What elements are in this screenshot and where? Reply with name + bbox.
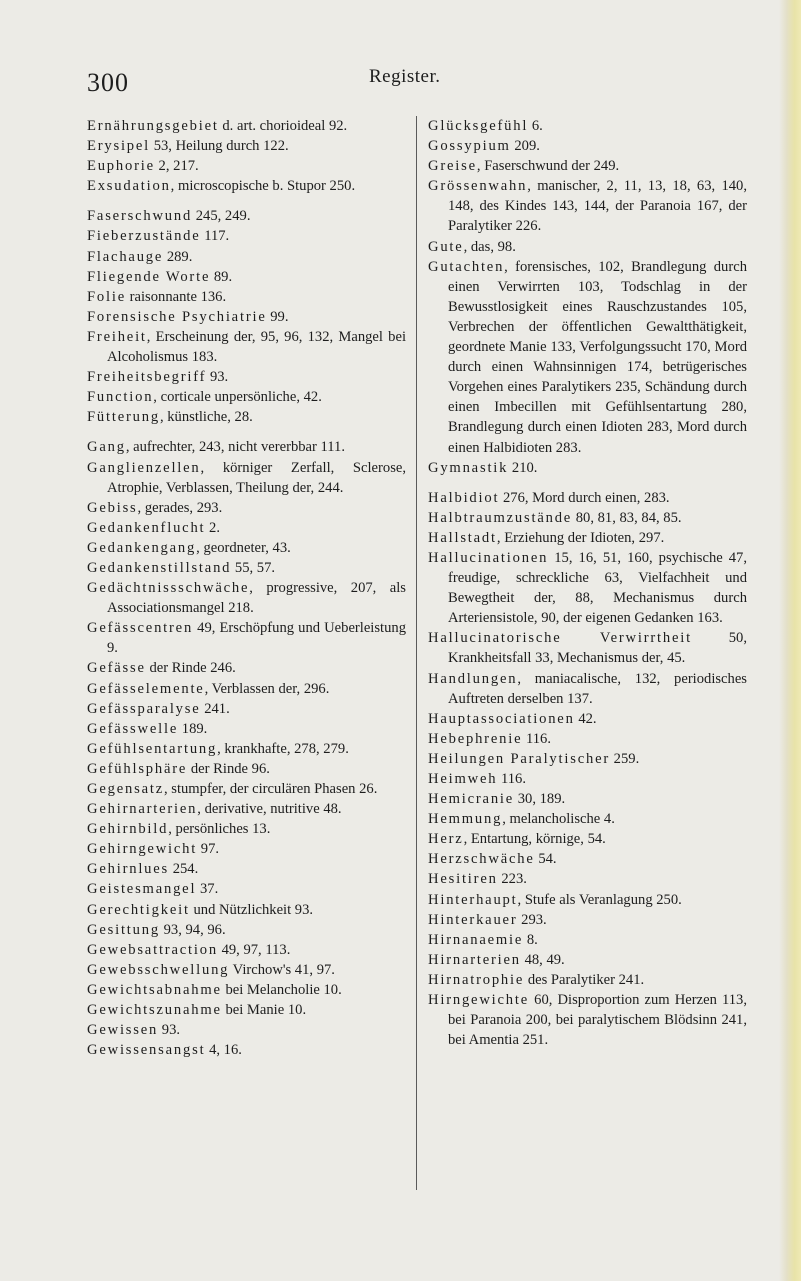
index-references: , Erziehung der Idioten, 297.: [496, 529, 665, 546]
index-term: Gedankengang: [87, 539, 197, 556]
index-references: , microscopische b. Stupor 250.: [170, 178, 356, 195]
index-term: Gesittung: [87, 921, 160, 938]
index-term: Gewebsattraction: [87, 941, 218, 958]
index-entry: [87, 960, 406, 980]
index-term: Gerechtigkeit: [87, 901, 190, 918]
index-references: , Stufe als Veranlagung 250.: [517, 891, 682, 908]
index-entry: [87, 900, 406, 920]
index-references: 54.: [534, 851, 557, 868]
index-term: Gute: [428, 238, 464, 255]
index-entry: [87, 578, 406, 618]
index-entry: [87, 226, 406, 246]
index-entry: [87, 819, 406, 839]
index-entry: [87, 799, 406, 819]
index-references: Virchow's 41, 97.: [229, 961, 335, 978]
index-references: 53, Heilung durch 122.: [150, 138, 289, 155]
index-entry: [87, 679, 406, 699]
index-entry: [87, 267, 406, 287]
index-term: Ernährungsgebiet: [87, 118, 219, 134]
index-entry: [428, 709, 747, 729]
index-entry: [87, 920, 406, 940]
index-references: bei Manie 10.: [221, 1002, 307, 1019]
index-references: 259.: [610, 750, 640, 767]
index-entry: [428, 789, 747, 809]
index-term: Gang: [87, 439, 126, 456]
index-references: , geordneter, 43.: [196, 539, 291, 556]
index-term: Gehirngewicht: [87, 841, 198, 858]
index-references: d. art. chorioideal 92.: [218, 118, 348, 134]
index-entry: [87, 458, 406, 498]
index-term: Gutachten: [428, 258, 505, 275]
index-entry: [428, 749, 747, 769]
index-references: , das, 98.: [463, 238, 516, 255]
index-references: 245, 249.: [192, 208, 251, 225]
index-references: , künstliche, 28.: [159, 409, 253, 426]
index-references: 49, Erschöpfung und Ueberleistung 9.: [107, 620, 406, 657]
index-entry: [428, 950, 747, 970]
index-entry: [87, 387, 406, 407]
index-references: , progressive, 207, als Associationsmangel 218.: [107, 580, 406, 617]
index-term: Halbtraumzustände: [428, 509, 573, 526]
index-entry: [87, 327, 406, 367]
index-term: Faserschwund: [87, 208, 193, 225]
index-references: 241.: [200, 700, 230, 717]
index-references: 48, 49.: [520, 951, 565, 968]
index-entry: [87, 367, 406, 387]
index-entry: [428, 176, 747, 236]
index-term: Greise: [428, 158, 477, 175]
index-entry: [87, 407, 406, 427]
index-term: Glücksgefühl: [428, 118, 529, 134]
index-entry: [428, 237, 747, 257]
index-references: 2, 217.: [154, 158, 199, 175]
index-term: Folie: [87, 288, 126, 305]
index-term: Gebiss: [87, 499, 138, 516]
index-references: , aufrechter, 243, nicht vererbbar 111.: [125, 439, 345, 456]
index-entry: [428, 910, 747, 930]
index-entry: [87, 247, 406, 267]
index-references: des Paralytiker 241.: [524, 971, 645, 988]
index-entry: [428, 628, 747, 668]
index-entry: [428, 869, 747, 889]
running-title: Register.: [369, 66, 441, 87]
index-entry: [87, 859, 406, 879]
index-entry: [428, 669, 747, 709]
index-references: 37.: [196, 881, 219, 898]
index-entry: [87, 1000, 406, 1020]
index-term: Gefühlsphäre: [87, 760, 188, 777]
index-entry: [87, 699, 406, 719]
index-entry: [87, 879, 406, 899]
index-entry: [428, 156, 747, 176]
page-edge: [779, 0, 801, 1281]
index-references: 80, 81, 83, 84, 85.: [572, 509, 682, 526]
index-term: Hemicranie: [428, 791, 515, 808]
index-references: 6.: [528, 118, 543, 134]
index-term: Geistesmangel: [87, 881, 197, 898]
index-term: Hallucinationen: [428, 549, 549, 566]
index-entry: [428, 528, 747, 548]
index-entry: [87, 1040, 406, 1060]
index-term: Gedächtnissschwäche: [87, 580, 250, 597]
index-entry: [87, 538, 406, 558]
index-entry: [87, 287, 406, 307]
index-term: Erysipel: [87, 138, 151, 155]
index-entry: [87, 206, 406, 226]
index-term: Fliegende Worte: [87, 268, 211, 285]
index-entry: [428, 508, 747, 528]
index-term: Fieberzustände: [87, 228, 201, 245]
index-references: 276, Mord durch einen, 283.: [499, 489, 670, 506]
index-term: Gefässparalyse: [87, 700, 201, 717]
index-term: Hirnarterien: [428, 951, 521, 968]
column-divider: [416, 116, 417, 1190]
index-term: Fütterung: [87, 409, 160, 426]
index-references: , Entartung, körnige, 54.: [463, 831, 606, 848]
index-entry: [428, 136, 747, 156]
index-entry: [87, 839, 406, 859]
index-term: Ganglienzellen: [87, 459, 201, 476]
index-references: 89.: [210, 268, 233, 285]
index-term: Gedankenstillstand: [87, 559, 232, 576]
index-entry: [87, 618, 406, 658]
index-entry: [87, 307, 406, 327]
index-references: 49, 97, 113.: [217, 941, 291, 958]
index-entry: [428, 930, 747, 950]
index-references: , maniacalische, 132, periodisches Auftreten derselben 137.: [448, 670, 747, 707]
index-term: Gewissensangst: [87, 1042, 206, 1059]
index-entry: [428, 257, 747, 458]
index-references: 117.: [200, 228, 230, 245]
index-references: 30, 189.: [514, 791, 566, 808]
index-entry: [428, 458, 747, 478]
index-entry: [87, 759, 406, 779]
index-references: 97.: [197, 841, 220, 858]
index-term: Gewichtsabnahme: [87, 981, 222, 998]
index-references: 293.: [517, 911, 547, 928]
index-term: Gossypium: [428, 138, 511, 155]
index-entry: [87, 518, 406, 538]
index-term: Herzschwäche: [428, 851, 535, 868]
index-references: 4, 16.: [205, 1042, 242, 1059]
index-term: Hirnanaemie: [428, 931, 524, 948]
index-term: Gehirnbild: [87, 821, 169, 838]
index-references: 254.: [169, 861, 199, 878]
index-term: Gefühlsentartung: [87, 740, 218, 757]
index-references: 210.: [508, 459, 538, 476]
right-index-column: [428, 116, 747, 1050]
index-entry: [87, 658, 406, 678]
index-entry: [428, 488, 747, 508]
index-term: Hirnatrophie: [428, 971, 525, 988]
index-entry: [87, 176, 406, 196]
index-term: Halbidiot: [428, 489, 500, 506]
index-entry: [87, 498, 406, 518]
index-term: Gewebsschwellung: [87, 961, 230, 978]
index-term: Gewichtszunahme: [87, 1002, 222, 1019]
index-entry: [428, 849, 747, 869]
index-references: 42.: [574, 710, 597, 727]
section-gap: [87, 427, 406, 437]
index-references: 15, 16, 51, 160, psychische 47, freudige, schreckliche 63, Vielfachheit und Bewegtheit der, 88, Mechanismus durch Arteriensistole, 90, der eigenen Gedanken 163.: [448, 549, 747, 627]
index-references: 93, 94, 96.: [159, 921, 226, 938]
index-term: Gefässe: [87, 660, 146, 677]
index-term: Freiheit: [87, 328, 147, 345]
index-references: 60, Disproportion zum Herzen 113, bei Paranoia 200, bei paralytischem Blödsinn 241, bei Amentia 251.: [448, 992, 747, 1049]
index-references: 55, 57.: [231, 559, 276, 576]
index-term: Euphorie: [87, 158, 155, 175]
index-term: Gefässelemente: [87, 680, 205, 697]
index-entry: [87, 940, 406, 960]
index-references: bei Melancholie 10.: [221, 981, 342, 998]
index-references: der Rinde 96.: [187, 760, 270, 777]
section-gap: [87, 196, 406, 206]
index-entry: [428, 990, 747, 1050]
index-term: Gedankenflucht: [87, 519, 206, 536]
index-references: , manischer, 2, 11, 13, 18, 63, 140, 148, des Kindes 143, 144, der Paranoia 167, der Paralytiker 226.: [448, 178, 747, 235]
index-references: 116.: [497, 771, 526, 787]
index-term: Gegensatz: [87, 781, 164, 797]
page-number: 300: [87, 68, 129, 97]
index-entry: [87, 437, 406, 457]
index-term: Hallstadt: [428, 529, 497, 546]
index-references: , Erscheinung der, 95, 96, 132, Mangel bei Alcoholismus 183.: [107, 328, 406, 366]
index-entry: [428, 548, 747, 628]
left-index-column: [87, 116, 406, 1060]
index-references: 209.: [510, 138, 540, 155]
index-term: Gymnastik: [428, 459, 509, 476]
index-entry: [428, 116, 747, 136]
index-references: 93.: [206, 369, 229, 386]
index-term: Handlungen: [428, 670, 518, 687]
index-references: 8.: [523, 931, 538, 948]
index-term: Freiheitsbegriff: [87, 369, 207, 386]
index-references: der Rinde 246.: [145, 660, 236, 677]
index-term: Forensische Psychiatrie: [87, 308, 267, 325]
index-references: 189.: [178, 720, 208, 737]
index-entry: [87, 980, 406, 1000]
index-references: 116.: [522, 730, 552, 747]
index-term: Hesitiren: [428, 871, 498, 888]
index-entry: [428, 769, 747, 789]
index-entry: [87, 779, 406, 799]
index-term: Hebephrenie: [428, 730, 523, 747]
index-references: 99.: [266, 308, 289, 325]
index-term: Function: [87, 389, 154, 406]
index-term: Flachauge: [87, 248, 164, 265]
index-term: Hauptassociationen: [428, 710, 575, 727]
index-references: 50, Krankheitsfall 33, Mechanismus der, 45.: [448, 630, 747, 667]
index-entry: [87, 1020, 406, 1040]
index-references: und Nützlichkeit 93.: [189, 901, 314, 918]
index-term: Gehirnlues: [87, 861, 170, 878]
index-term: Exsudation: [87, 178, 171, 195]
index-term: Gewissen: [87, 1022, 159, 1039]
index-entry: [87, 136, 406, 156]
index-references: 2.: [205, 519, 220, 536]
index-term: Hirngewichte: [428, 992, 530, 1009]
index-entry: [428, 890, 747, 910]
index-entry: [428, 729, 747, 749]
index-references: , Faserschwund der 249.: [476, 158, 620, 175]
index-references: , gerades, 293.: [137, 499, 223, 516]
index-entry: [87, 719, 406, 739]
index-term: Heilungen Paralytischer: [428, 750, 611, 767]
index-term: Heimweh: [428, 771, 498, 787]
section-gap: [428, 478, 747, 488]
index-term: Gefässcentren: [87, 620, 194, 637]
index-term: Hemmung: [428, 811, 503, 828]
index-term: Hinterhaupt: [428, 891, 518, 908]
index-references: 93.: [158, 1022, 181, 1039]
index-term: Grössenwahn: [428, 178, 528, 195]
index-references: 289.: [163, 248, 193, 265]
index-term: Gefässwelle: [87, 720, 179, 737]
index-entry: [428, 809, 747, 829]
index-entry: [87, 739, 406, 759]
index-references: , stumpfer, der circulären Phasen 26.: [163, 781, 378, 797]
index-term: Hinterkauer: [428, 911, 518, 928]
index-references: , forensisches, 102, Brandlegung durch einen Verwirrten 103, Todschlag in der Bewusstlosigkeit eines Rauschzustandes 105, Verbrechen der öffentlichen Gewaltthätigkeit, geordnete Manie 133, Verfolgungssucht 170, Mord durch einen Wahnsinnigen 174, betrügerisches Vorgehen eines Paralytikers 235, Schändung durch einen Imbecillen mit Gefühlsentartung 280, Brandlegung durch einen Idioten 283, Mord durch einen Halbidioten 283.: [448, 258, 747, 456]
index-entry: [428, 829, 747, 849]
index-references: , derivative, nutritive 48.: [197, 801, 342, 818]
index-references: , persönliches 13.: [168, 821, 271, 838]
index-term: Gehirnarterien: [87, 801, 198, 818]
index-entry: [87, 558, 406, 578]
index-references: , krankhafte, 278, 279.: [217, 740, 349, 757]
index-references: , körniger Zerfall, Sclerose, Atrophie, Verblassen, Theilung der, 244.: [107, 459, 406, 496]
index-references: 223.: [497, 871, 527, 888]
index-entry: [87, 116, 406, 136]
index-term: Hallucinatorische Verwirrtheit: [428, 630, 692, 647]
index-entry: [428, 970, 747, 990]
index-references: raisonnante 136.: [126, 288, 227, 305]
index-references: , melancholische 4.: [502, 811, 615, 828]
index-references: , corticale unpersönliche, 42.: [153, 389, 322, 406]
index-references: , Verblassen der, 296.: [204, 680, 330, 697]
index-entry: [87, 156, 406, 176]
index-term: Herz: [428, 831, 464, 848]
